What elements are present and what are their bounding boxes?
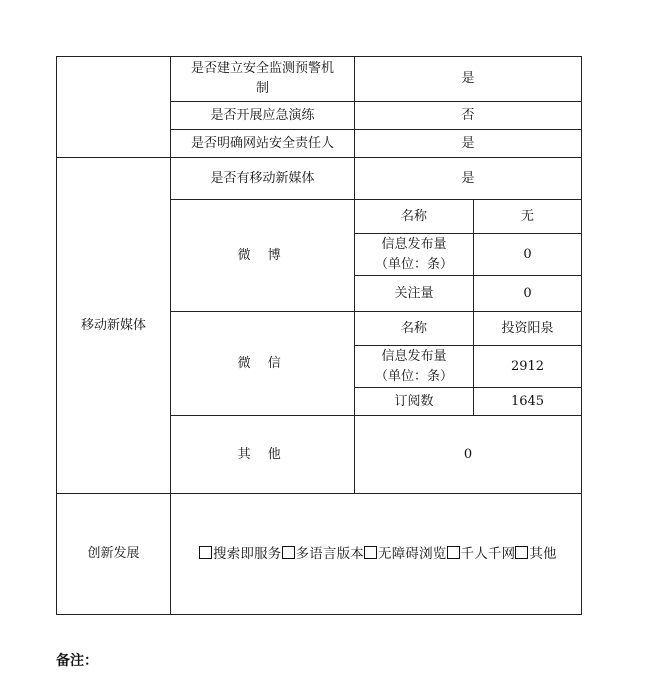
- note-label: 备注：: [56, 653, 98, 669]
- innovation-options: [171, 494, 582, 615]
- checkbox-icon[interactable]: [199, 546, 212, 559]
- option-accessibility[interactable]: 无障碍浏览: [364, 546, 447, 562]
- other-value: 0: [355, 416, 582, 494]
- innovation-section-label: 创新发展: [57, 494, 171, 615]
- weixin-subscribers-label: 订阅数: [355, 388, 474, 416]
- weibo-posts-label: 信息发布量（单位：条）: [355, 234, 474, 276]
- weibo-name-label: 名称: [355, 200, 474, 234]
- innovation-option-list: [199, 546, 557, 562]
- has-mobile-media-value: 是: [355, 158, 582, 200]
- monitoring-value: 是: [355, 57, 582, 102]
- drill-value: 否: [355, 102, 582, 130]
- checkbox-icon[interactable]: [364, 546, 377, 559]
- weibo-followers-value: 0: [474, 276, 582, 312]
- checkbox-icon[interactable]: [282, 546, 295, 559]
- option-other[interactable]: 其他: [515, 546, 556, 562]
- other-label: 其 他: [171, 416, 355, 494]
- weixin-name-value: 投资阳泉: [474, 312, 582, 346]
- weibo-label: 微 博: [171, 200, 355, 312]
- responsible-label: 是否明确网站安全责任人: [171, 130, 355, 158]
- weixin-posts-value: 2912: [474, 346, 582, 388]
- has-mobile-media-label: 是否有移动新媒体: [171, 158, 355, 200]
- checkbox-icon[interactable]: [515, 546, 528, 559]
- option-multi-language[interactable]: 多语言版本: [282, 546, 365, 562]
- empty-section-cell: [57, 57, 171, 158]
- weixin-label: 微 信: [171, 312, 355, 416]
- mobile-media-section-label: 移动新媒体: [57, 158, 171, 494]
- weixin-subscribers-value: 1645: [474, 388, 582, 416]
- weixin-name-label: 名称: [355, 312, 474, 346]
- report-table: [56, 56, 582, 615]
- weibo-followers-label: 关注量: [355, 276, 474, 312]
- checkbox-icon[interactable]: [447, 546, 460, 559]
- monitoring-label: 是否建立安全监测预警机制: [171, 57, 355, 102]
- option-search-service[interactable]: 搜索即服务: [199, 546, 282, 562]
- option-personalized[interactable]: 千人千网: [447, 546, 516, 562]
- responsible-value: 是: [355, 130, 582, 158]
- weibo-posts-value: 0: [474, 234, 582, 276]
- weibo-name-value: 无: [474, 200, 582, 234]
- weixin-posts-label: 信息发布量（单位：条）: [355, 346, 474, 388]
- drill-label: 是否开展应急演练: [171, 102, 355, 130]
